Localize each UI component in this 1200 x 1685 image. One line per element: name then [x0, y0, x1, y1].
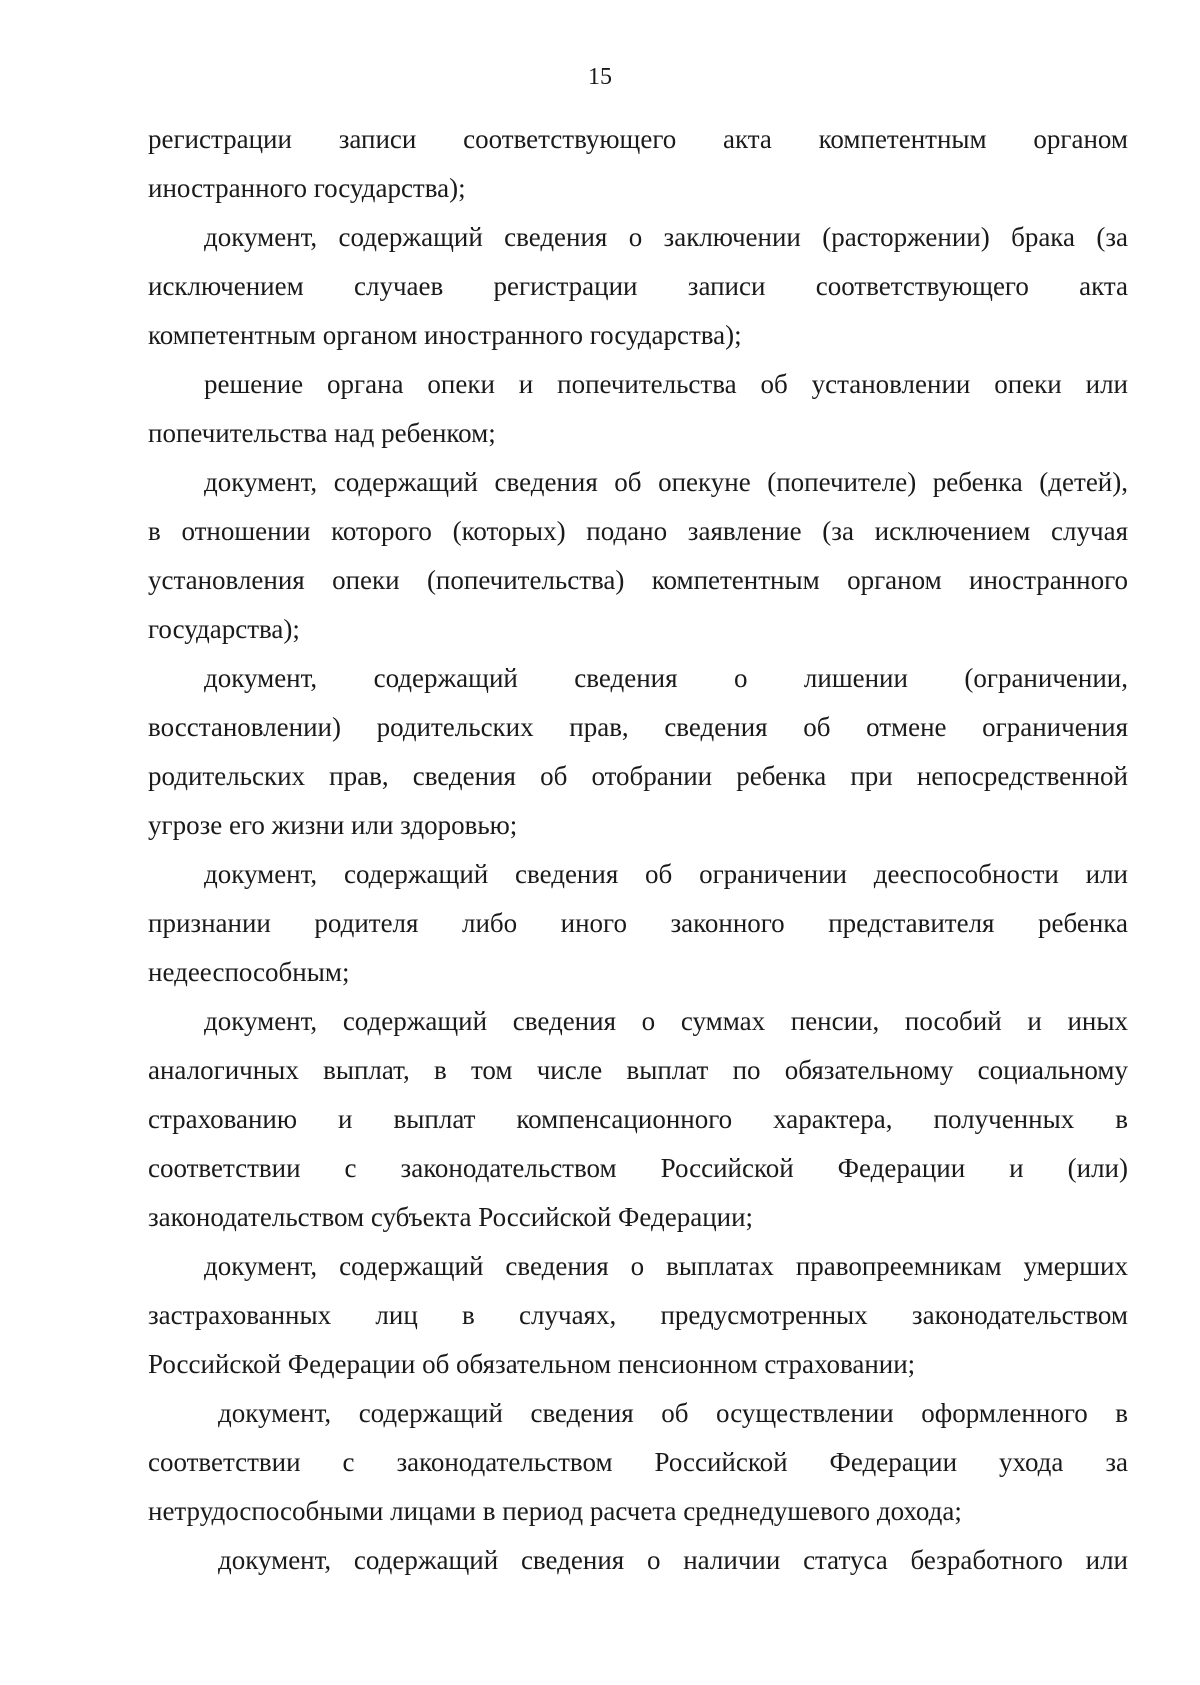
text-line: соответствии с законодательством Российской Федерации ухода за	[148, 1447, 1128, 1477]
text-line: документ, содержащий сведения об осуществлении оформленного в	[218, 1398, 1128, 1428]
text-line: установления опеки (попечительства) компетентным органом иностранного	[148, 565, 1128, 595]
paragraph	[148, 1242, 1128, 1389]
paragraph	[148, 1389, 1128, 1536]
text-line: восстановлении) родительских прав, сведения об отмене ограничения	[148, 712, 1128, 742]
text-line: документ, содержащий сведения о выплатах правопреемникам умерших	[204, 1251, 1128, 1281]
text-line: попечительства над ребенком;	[148, 418, 496, 448]
text-line: застрахованных лиц в случаях, предусмотренных законодательством	[148, 1300, 1128, 1330]
text-line: решение органа опеки и попечительства об установлении опеки или	[204, 369, 1128, 399]
paragraph	[148, 850, 1128, 997]
text-line: компетентным органом иностранного государства);	[148, 320, 742, 350]
text-line: родительских прав, сведения об отобрании ребенка при непосредственной	[148, 761, 1128, 791]
text-line: документ, содержащий сведения о суммах пенсии, пособий и иных	[204, 1006, 1128, 1036]
text-line: государства);	[148, 614, 300, 644]
text-line: нетрудоспособными лицами в период расчета среднедушевого дохода;	[148, 1496, 962, 1526]
text-line: аналогичных выплат, в том числе выплат по обязательному социальному	[148, 1055, 1128, 1085]
text-line: недееспособным;	[148, 957, 350, 987]
text-line: Российской Федерации об обязательном пенсионном страховании;	[148, 1349, 916, 1379]
text-line: документ, содержащий сведения о заключении (расторжении) брака (за	[204, 222, 1128, 252]
paragraph	[148, 654, 1128, 850]
paragraph	[148, 458, 1128, 654]
body-text	[148, 115, 1128, 1585]
paragraph	[148, 1536, 1128, 1585]
paragraph	[148, 115, 1128, 213]
paragraph	[148, 997, 1128, 1242]
paragraph	[148, 213, 1128, 360]
text-line: документ, содержащий сведения о лишении (ограничении,	[204, 663, 1128, 693]
text-line: исключением случаев регистрации записи соответствующего акта	[148, 271, 1128, 301]
text-line: законодательством субъекта Российской Федерации;	[148, 1202, 754, 1232]
text-line: документ, содержащий сведения о наличии статуса безработного или	[218, 1545, 1128, 1575]
text-line: иностранного государства);	[148, 173, 466, 203]
text-line: угрозе его жизни или здоровью;	[148, 810, 518, 840]
text-line: соответствии с законодательством Российской Федерации и (или)	[148, 1153, 1128, 1183]
text-line: документ, содержащий сведения об опекуне (попечителе) ребенка (детей),	[204, 467, 1128, 497]
text-line: регистрации записи соответствующего акта компетентным органом	[148, 124, 1128, 154]
text-line: в отношении которого (которых) подано заявление (за исключением случая	[148, 516, 1128, 546]
text-line: документ, содержащий сведения об ограничении дееспособности или	[204, 859, 1128, 889]
paragraph	[148, 360, 1128, 458]
page-number: 15	[588, 64, 612, 90]
text-line: страхованию и выплат компенсационного характера, полученных в	[148, 1104, 1128, 1134]
text-line: признании родителя либо иного законного представителя ребенка	[148, 908, 1128, 938]
